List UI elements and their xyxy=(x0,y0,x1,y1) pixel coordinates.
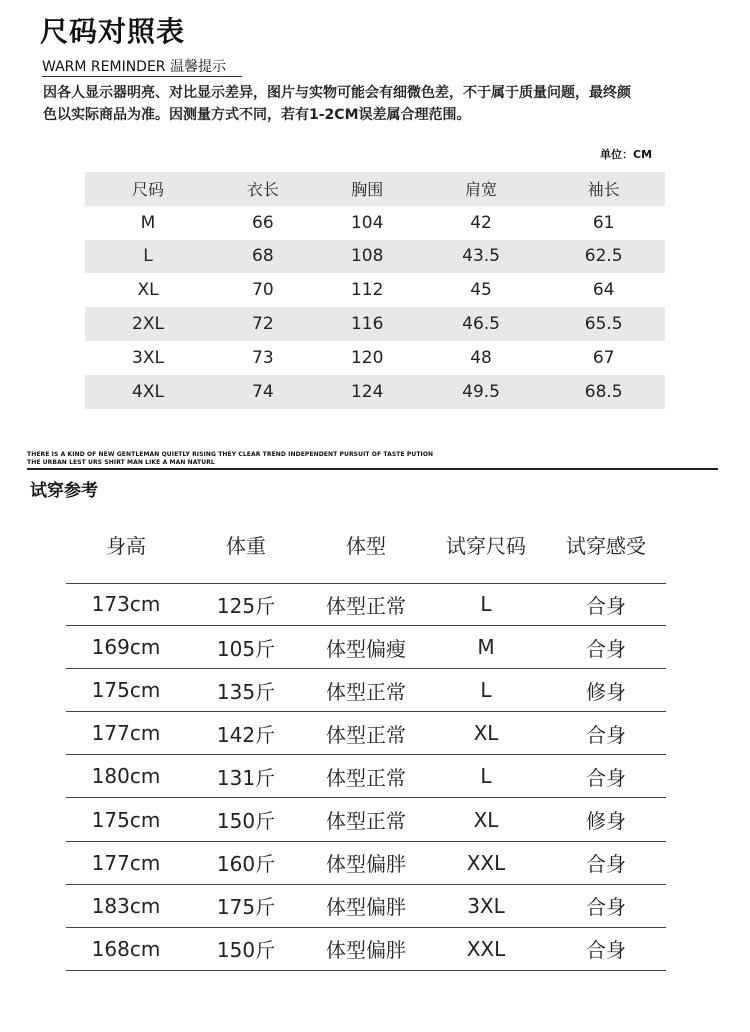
size-chart-row xyxy=(85,206,665,240)
fit-cell: 150斤 xyxy=(186,798,306,841)
size-cell: 70 xyxy=(252,280,274,301)
warm-reminder-heading xyxy=(42,56,226,76)
fit-cell: 3XL xyxy=(426,884,546,927)
fit-header: 试穿感受 xyxy=(566,534,646,558)
size-chart-header: 胸围 xyxy=(351,180,384,200)
fit-cell: 合身 xyxy=(546,841,666,884)
warm-reminder-underline xyxy=(42,76,242,77)
size-cell: 42 xyxy=(470,212,492,233)
size-chart-header: 袖长 xyxy=(587,180,620,200)
fit-cell: 合身 xyxy=(546,927,666,970)
fit-row xyxy=(66,798,666,841)
size-chart-row xyxy=(85,307,665,341)
size-cell: 43.5 xyxy=(462,246,500,267)
reminder-line-1: 因各人显示器明亮、对比显示差异，图片与实物可能会有细微色差，不于属于质量问题，最终颜 xyxy=(43,85,631,101)
size-cell: 46.5 xyxy=(462,314,500,335)
size-chart-row xyxy=(85,273,665,307)
size-cell: 48 xyxy=(470,347,492,368)
reminder-text xyxy=(43,82,723,126)
size-cell: 72 xyxy=(252,314,274,335)
fit-cell: 131斤 xyxy=(186,755,306,798)
size-cell: 116 xyxy=(350,314,384,335)
fit-cell: 体型偏瘦 xyxy=(306,626,426,669)
size-cell: 68 xyxy=(252,246,274,267)
fit-cell: 173cm xyxy=(66,583,186,626)
size-cell: 120 xyxy=(350,347,384,368)
size-chart-header-row xyxy=(85,172,665,206)
fit-cell: 105斤 xyxy=(186,626,306,669)
size-chart-row xyxy=(85,240,665,274)
size-cell: 3XL xyxy=(132,347,164,368)
fit-cell: 160斤 xyxy=(186,841,306,884)
size-cell: 74 xyxy=(252,381,274,402)
english-tagline-line-2: THE URBAN LEST URS SHIRT MAN LIKE A MAN NATURL xyxy=(27,459,215,466)
size-cell: 66 xyxy=(252,212,274,233)
fit-row xyxy=(66,884,666,927)
fit-cell: 169cm xyxy=(66,626,186,669)
fit-cell: 体型偏胖 xyxy=(306,841,426,884)
size-chart-row xyxy=(85,341,665,375)
size-cell: 45 xyxy=(470,280,492,301)
fit-cell: 修身 xyxy=(546,798,666,841)
fit-cell: 合身 xyxy=(546,626,666,669)
fit-cell: 180cm xyxy=(66,755,186,798)
unit-label: 单位：CM xyxy=(600,148,653,161)
fit-row xyxy=(66,583,666,626)
english-tagline xyxy=(27,451,433,467)
fit-cell: 175cm xyxy=(66,669,186,712)
fit-cell: 合身 xyxy=(546,583,666,626)
warm-reminder-en: WARM REMINDER xyxy=(42,59,166,75)
size-cell: 104 xyxy=(350,212,384,233)
fit-cell: 150斤 xyxy=(186,927,306,970)
size-cell: 64 xyxy=(592,280,615,301)
size-chart-row xyxy=(85,375,665,409)
fit-cell: 体型正常 xyxy=(306,583,426,626)
fit-row xyxy=(66,712,666,755)
fit-header: 试穿尺码 xyxy=(446,534,526,558)
fit-cell: 168cm xyxy=(66,927,186,970)
warm-reminder-zh: 温馨提示 xyxy=(169,59,226,75)
size-cell: 73 xyxy=(252,347,274,368)
reminder-line-2: 色以实际商品为准。因测量方式不同，若有1-2CM误差属合理范围。 xyxy=(43,107,471,123)
fit-header: 身高 xyxy=(106,534,146,558)
fit-cell: L xyxy=(426,755,546,798)
fit-cell: 体型正常 xyxy=(306,755,426,798)
size-cell: XL xyxy=(137,280,159,301)
size-chart-header: 衣长 xyxy=(246,180,279,200)
fit-row xyxy=(66,841,666,884)
page-title: 尺码对照表 xyxy=(40,15,186,48)
fit-cell: L xyxy=(426,669,546,712)
fit-cell: 合身 xyxy=(546,712,666,755)
fit-cell: 体型正常 xyxy=(306,669,426,712)
english-tagline-line-1: THERE IS A KIND OF NEW GENTLEMAN QUIETLY RISING THEY CLEAR TREND INDEPENDENT PURSUIT OF TASTE PUTION xyxy=(27,451,434,458)
size-cell: 112 xyxy=(350,280,384,301)
fit-reference-table xyxy=(66,583,666,971)
fit-cell: 体型偏胖 xyxy=(306,927,426,970)
size-cell: 49.5 xyxy=(462,381,500,402)
size-chart-table xyxy=(85,172,665,409)
fit-cell: 177cm xyxy=(66,712,186,755)
fit-row xyxy=(66,626,666,669)
fit-header: 体型 xyxy=(346,534,386,558)
size-chart-header: 尺码 xyxy=(131,180,164,200)
fit-cell: XL xyxy=(426,712,546,755)
fit-cell: XXL xyxy=(426,841,546,884)
size-chart-header: 肩宽 xyxy=(465,180,498,200)
size-cell: 62.5 xyxy=(584,246,623,267)
fit-cell: 135斤 xyxy=(186,669,306,712)
fit-cell: 合身 xyxy=(546,755,666,798)
size-cell: 61 xyxy=(592,212,615,233)
fit-cell: M xyxy=(426,626,546,669)
size-cell: 4XL xyxy=(132,381,164,402)
size-cell: 68.5 xyxy=(584,381,623,402)
size-cell: 124 xyxy=(350,381,384,402)
size-cell: 2XL xyxy=(132,314,164,335)
size-cell: M xyxy=(140,212,156,233)
fit-cell: 125斤 xyxy=(186,583,306,626)
fit-row xyxy=(66,669,666,712)
fit-cell: 177cm xyxy=(66,841,186,884)
fit-row xyxy=(66,927,666,970)
fit-cell: XL xyxy=(426,798,546,841)
size-cell: 67 xyxy=(592,347,615,368)
section-divider xyxy=(27,468,718,470)
fit-table-header xyxy=(66,530,666,566)
fit-cell: 体型正常 xyxy=(306,712,426,755)
fit-cell: 142斤 xyxy=(186,712,306,755)
fit-cell: 175cm xyxy=(66,798,186,841)
fit-cell: L xyxy=(426,583,546,626)
fit-cell: 修身 xyxy=(546,669,666,712)
fit-header: 体重 xyxy=(226,534,266,558)
size-cell: 108 xyxy=(350,246,384,267)
fit-cell: 175斤 xyxy=(186,884,306,927)
fit-cell: 183cm xyxy=(66,884,186,927)
fit-row xyxy=(66,755,666,798)
size-cell: L xyxy=(143,246,153,267)
fit-cell: 体型正常 xyxy=(306,798,426,841)
fit-cell: 体型偏胖 xyxy=(306,884,426,927)
fit-reference-title: 试穿参考 xyxy=(30,481,98,501)
fit-cell: XXL xyxy=(426,927,546,970)
fit-cell: 合身 xyxy=(546,884,666,927)
size-cell: 65.5 xyxy=(584,314,623,335)
